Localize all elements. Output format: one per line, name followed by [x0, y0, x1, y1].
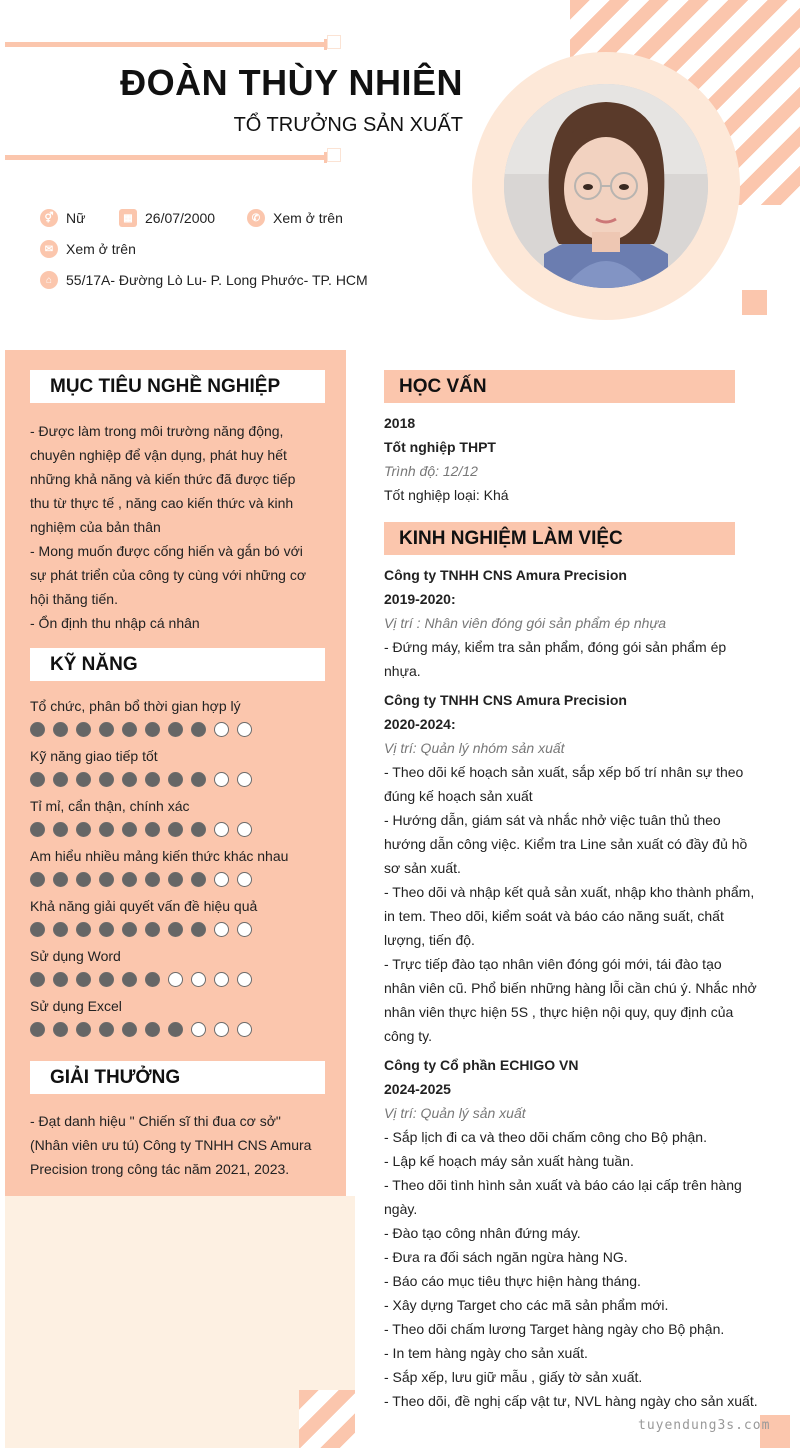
- rating-dot-filled: [53, 772, 68, 787]
- rating-dot-filled: [145, 822, 160, 837]
- gender-value: Nữ: [66, 210, 86, 226]
- rating-dot-filled: [53, 872, 68, 887]
- rating-dot-filled: [76, 772, 91, 787]
- decor-stripes-bottom: [299, 1390, 355, 1448]
- job-duty-line: - Theo dõi kế hoạch sản xuất, sắp xếp bố trí nhân sự theo: [384, 764, 744, 780]
- dob-value: 26/07/2000: [145, 210, 216, 226]
- rating-dot-filled: [76, 822, 91, 837]
- skill-label: Khả năng giải quyết vấn đề hiệu quả: [30, 898, 258, 914]
- job-company: Công ty TNHH CNS Amura Precision: [384, 567, 627, 583]
- rating-dot-empty: [214, 822, 229, 837]
- job-duty-line: lượng, tiến độ.: [384, 932, 475, 948]
- contact-phone: [247, 209, 343, 227]
- rating-dot-empty: [237, 822, 252, 837]
- rating-dot-filled: [30, 822, 45, 837]
- job-period: 2024-2025: [384, 1081, 451, 1097]
- job-duty-line: nhân viên thực hiện 5S , thực hiện nội quy, quy định của: [384, 1004, 734, 1020]
- rating-dot-filled: [145, 772, 160, 787]
- objective-line: những khả năng và kiến thức đã được tiếp: [30, 471, 296, 487]
- job-duty-line: in tem. Theo dõi, kiểm soát và báo cáo năng suất, chất: [384, 908, 724, 924]
- rating-dot-empty: [214, 1022, 229, 1037]
- objective-line: nghiệm của bản thân: [30, 519, 161, 535]
- job-company: Công ty TNHH CNS Amura Precision: [384, 692, 627, 708]
- job-duty-line: đúng kế hoạch sản xuất: [384, 788, 533, 804]
- rating-dot-filled: [122, 772, 137, 787]
- rating-dot-filled: [168, 822, 183, 837]
- rating-dot-empty: [214, 722, 229, 737]
- job-duty-line: - Đứng máy, kiểm tra sản phẩm, đóng gói sản phẩm ép: [384, 639, 727, 655]
- line-knob: [327, 35, 341, 49]
- job-duty-line: - Sắp lịch đi ca và theo dõi chấm công cho Bộ phận.: [384, 1129, 707, 1145]
- job-duty-line: nhựa.: [384, 663, 421, 679]
- watermark: tuyendung3s.com: [638, 1418, 771, 1433]
- rating-dot-empty: [214, 972, 229, 987]
- job-duty-line: - Theo dõi chấm lương Target hàng ngày cho Bộ phận.: [384, 1321, 725, 1337]
- rating-dot-filled: [99, 922, 114, 937]
- job-position: Vị trí: Quản lý nhóm sản xuất: [384, 740, 565, 756]
- rating-dot-filled: [53, 1022, 68, 1037]
- contact-email: [40, 240, 136, 258]
- rating-dot-filled: [122, 1022, 137, 1037]
- profile-photo: [504, 84, 708, 288]
- job-duty-line: - Lập kế hoạch máy sản xuất hàng tuần.: [384, 1153, 634, 1169]
- job-duty-line: - Sắp xếp, lưu giữ mẫu , giấy tờ sản xuất.: [384, 1369, 643, 1385]
- job-period: 2019-2020:: [384, 591, 456, 607]
- awards-heading: GIẢI THƯỞNG: [30, 1061, 325, 1094]
- rating-dot-filled: [168, 772, 183, 787]
- job-duty-line: nhân viên cũ. Phổ biến những hàng lỗi cần chú ý. Nhắc nhở: [384, 980, 757, 996]
- education-grade: Tốt nghiệp loại: Khá: [384, 487, 509, 503]
- skill-rating: [30, 1022, 252, 1037]
- rating-dot-filled: [122, 922, 137, 937]
- job-duty-line: - Trực tiếp đào tạo nhân viên đóng gói mới, tái đào tạo: [384, 956, 722, 972]
- phone-icon: ✆: [247, 209, 265, 227]
- header-line-bottom: [5, 155, 337, 160]
- rating-dot-filled: [53, 722, 68, 737]
- objective-line: - Ổn định thu nhập cá nhân: [30, 615, 200, 631]
- objective-line: sự phát triển của công ty cùng với những cơ: [30, 567, 307, 583]
- rating-dot-filled: [99, 772, 114, 787]
- rating-dot-filled: [30, 872, 45, 887]
- rating-dot-filled: [122, 822, 137, 837]
- email-value: Xem ở trên: [66, 241, 136, 257]
- skill-rating: [30, 822, 252, 837]
- rating-dot-filled: [122, 972, 137, 987]
- job-duty-line: - Theo dõi tình hình sản xuất và báo cáo lại cấp trên hàng: [384, 1177, 742, 1193]
- rating-dot-empty: [237, 872, 252, 887]
- rating-dot-filled: [99, 972, 114, 987]
- rating-dot-filled: [145, 922, 160, 937]
- job-duty-line: - In tem hàng ngày cho sản xuất.: [384, 1345, 588, 1361]
- rating-dot-empty: [214, 922, 229, 937]
- rating-dot-filled: [30, 922, 45, 937]
- skill-label: Tổ chức, phân bổ thời gian hợp lý: [30, 698, 241, 714]
- rating-dot-filled: [191, 872, 206, 887]
- experience-heading: KINH NGHIỆM LÀM VIỆC: [384, 522, 735, 555]
- job-duty-line: - Theo dõi, đề nghị cấp vật tư, NVL hàng ngày cho sản xuất.: [384, 1393, 758, 1409]
- skills-heading: KỸ NĂNG: [30, 648, 325, 681]
- rating-dot-empty: [237, 922, 252, 937]
- rating-dot-filled: [191, 922, 206, 937]
- rating-dot-filled: [76, 922, 91, 937]
- job-company: Công ty Cổ phần ECHIGO VN: [384, 1057, 579, 1073]
- awards-text: [30, 1109, 330, 1181]
- job-duty-line: công ty.: [384, 1028, 432, 1044]
- calendar-icon: ▦: [119, 209, 137, 227]
- skill-label: Kỹ năng giao tiếp tốt: [30, 748, 158, 764]
- rating-dot-filled: [168, 1022, 183, 1037]
- email-icon: ✉: [40, 240, 58, 258]
- education-degree: Tốt nghiệp THPT: [384, 439, 496, 455]
- rating-dot-filled: [53, 972, 68, 987]
- job-duty-line: - Xây dựng Target cho các mã sản phẩm mới.: [384, 1297, 669, 1313]
- rating-dot-filled: [99, 822, 114, 837]
- skill-label: Tỉ mỉ, cẩn thận, chính xác: [30, 798, 190, 814]
- skill-rating: [30, 922, 252, 937]
- candidate-name: ĐOÀN THÙY NHIÊN: [120, 62, 463, 103]
- rating-dot-filled: [168, 722, 183, 737]
- job-position: Vị trí : Nhân viên đóng gói sản phẩm ép nhựa: [384, 615, 667, 631]
- rating-dot-filled: [53, 922, 68, 937]
- job-entry: [384, 1053, 764, 1413]
- rating-dot-empty: [237, 772, 252, 787]
- job-duty-line: hướng dẫn công việc. Kiểm tra Line sản xuất có đầy đủ hồ: [384, 836, 748, 852]
- skill-label: Sử dụng Excel: [30, 998, 122, 1014]
- rating-dot-filled: [99, 722, 114, 737]
- skill-rating: [30, 722, 252, 737]
- line-knob: [327, 148, 341, 162]
- rating-dot-filled: [122, 722, 137, 737]
- rating-dot-empty: [237, 972, 252, 987]
- job-duty-line: ngày.: [384, 1201, 418, 1217]
- contact-address: [40, 271, 368, 289]
- job-period: 2020-2024:: [384, 716, 456, 732]
- rating-dot-empty: [191, 1022, 206, 1037]
- rating-dot-empty: [237, 722, 252, 737]
- job-duty-line: - Đào tạo công nhân đứng máy.: [384, 1225, 581, 1241]
- rating-dot-empty: [214, 872, 229, 887]
- rating-dot-filled: [122, 872, 137, 887]
- skill-label: Am hiểu nhiều mảng kiến thức khác nhau: [30, 848, 289, 864]
- objective-line: thu từ thực tế , năng cao kiến thức và kinh: [30, 495, 294, 511]
- rating-dot-filled: [191, 822, 206, 837]
- job-duty-line: - Đưa ra đối sách ngăn ngừa hàng NG.: [384, 1249, 628, 1265]
- rating-dot-filled: [30, 1022, 45, 1037]
- education-heading: HỌC VẤN: [384, 370, 735, 403]
- phone-value: Xem ở trên: [273, 210, 343, 226]
- rating-dot-filled: [30, 772, 45, 787]
- objective-text: [30, 419, 330, 635]
- home-icon: ⌂: [40, 271, 58, 289]
- job-position: Vị trí: Quản lý sản xuất: [384, 1105, 526, 1121]
- skill-label: Sử dụng Word: [30, 948, 121, 964]
- address-value: 55/17A- Đường Lò Lu- P. Long Phước- TP. HCM: [66, 272, 368, 288]
- skill-rating: [30, 872, 252, 887]
- rating-dot-filled: [168, 872, 183, 887]
- rating-dot-empty: [168, 972, 183, 987]
- job-duty-line: - Hướng dẫn, giám sát và nhắc nhở việc tuân thủ theo: [384, 812, 721, 828]
- rating-dot-filled: [30, 972, 45, 987]
- rating-dot-filled: [99, 1022, 114, 1037]
- awards-line: Precision trong công tác năm 2021, 2023.: [30, 1161, 290, 1177]
- rating-dot-filled: [191, 722, 206, 737]
- skill-rating: [30, 772, 252, 787]
- objective-line: - Mong muốn được cống hiến và gắn bó với: [30, 543, 303, 559]
- rating-dot-filled: [30, 722, 45, 737]
- decor-square: [742, 290, 767, 315]
- objective-line: hội thăng tiến.: [30, 591, 118, 607]
- job-duty-line: - Theo dõi và nhập kết quả sản xuất, nhập kho thành phẩm,: [384, 884, 755, 900]
- rating-dot-filled: [145, 872, 160, 887]
- awards-line: (Nhân viên ưu tú) Công ty TNHH CNS Amura: [30, 1137, 312, 1153]
- job-duty-line: - Báo cáo mục tiêu thực hiện hàng tháng.: [384, 1273, 641, 1289]
- job-entry: [384, 563, 764, 683]
- contact-dob: [119, 209, 215, 227]
- rating-dot-filled: [145, 722, 160, 737]
- rating-dot-filled: [53, 822, 68, 837]
- contact-gender: [40, 209, 85, 227]
- rating-dot-filled: [76, 872, 91, 887]
- rating-dot-filled: [145, 1022, 160, 1037]
- rating-dot-filled: [76, 972, 91, 987]
- rating-dot-filled: [76, 722, 91, 737]
- candidate-role: TỔ TRƯỞNG SẢN XUẤT: [233, 114, 463, 136]
- gender-icon: ⚥: [40, 209, 58, 227]
- skill-rating: [30, 972, 252, 987]
- objective-line: - Được làm trong môi trường năng động,: [30, 423, 284, 439]
- education-year: 2018: [384, 415, 416, 431]
- awards-line: - Đạt danh hiệu " Chiến sĩ thi đua cơ sở": [30, 1113, 281, 1129]
- decor-white-cutout: [735, 205, 800, 350]
- job-duty-line: sơ sản xuất.: [384, 860, 461, 876]
- rating-dot-empty: [214, 772, 229, 787]
- education-block: [384, 411, 764, 507]
- objective-heading: MỤC TIÊU NGHỀ NGHIỆP: [30, 370, 325, 403]
- header-line-top: [5, 42, 337, 47]
- rating-dot-filled: [99, 872, 114, 887]
- objective-line: chuyên nghiệp để vận dụng, phát huy hết: [30, 447, 287, 463]
- job-entry: [384, 688, 764, 1048]
- rating-dot-filled: [145, 972, 160, 987]
- rating-dot-filled: [76, 1022, 91, 1037]
- rating-dot-empty: [191, 972, 206, 987]
- rating-dot-empty: [237, 1022, 252, 1037]
- education-level: Trình độ: 12/12: [384, 463, 478, 479]
- rating-dot-filled: [168, 922, 183, 937]
- rating-dot-filled: [191, 772, 206, 787]
